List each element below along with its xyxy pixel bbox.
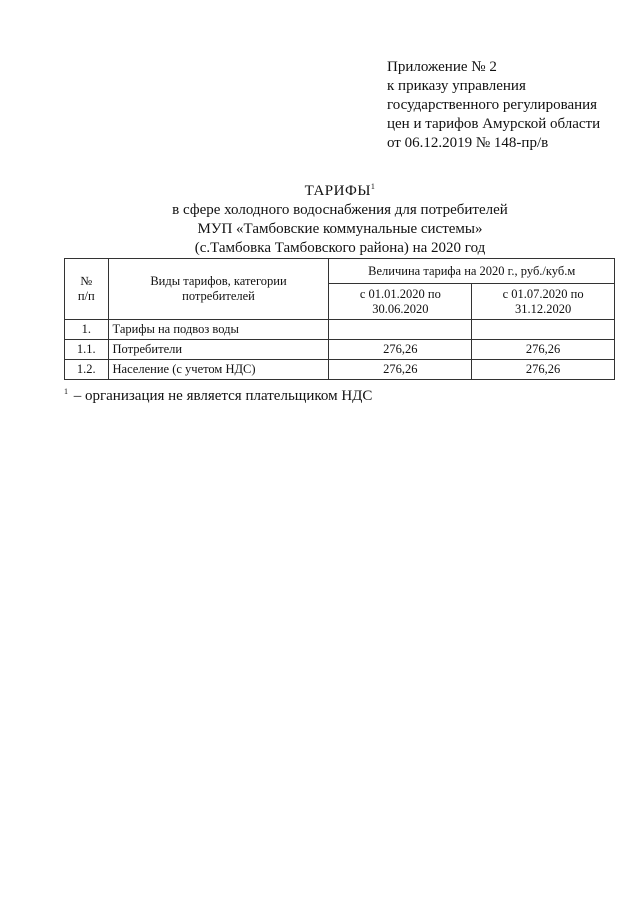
annex-line-3: государственного регулирования: [387, 97, 598, 113]
annex-line-5: от 06.12.2019 № 148-пр/в: [387, 135, 549, 151]
row-period-2-value: 276,26: [472, 340, 615, 360]
row-period-2-value: [472, 320, 615, 340]
footnote: [64, 387, 372, 405]
title-heading-line: [110, 182, 570, 201]
title-footnote-mark: 1: [370, 182, 376, 191]
annex-header: [387, 58, 600, 153]
row-name: Тарифы на подвоз воды: [108, 320, 329, 340]
annex-line-2: к приказу управления: [387, 78, 526, 94]
row-period-2-value: 276,26: [472, 360, 615, 380]
annex-line-1: Приложение № 2: [387, 59, 497, 75]
header-name: Виды тарифов, категории потребителей: [108, 259, 329, 320]
header-period-2: с 01.07.2020 по 31.12.2020: [472, 284, 615, 320]
row-period-1-value: [329, 320, 472, 340]
table-header-row-1: [65, 259, 615, 284]
document-title: [110, 182, 570, 258]
row-period-1-value: 276,26: [329, 360, 472, 380]
title-heading: ТАРИФЫ: [304, 183, 371, 199]
header-num: № п/п: [65, 259, 109, 320]
table-row: [65, 340, 615, 360]
row-name: Население (с учетом НДС): [108, 360, 329, 380]
row-num: 1.1.: [65, 340, 109, 360]
table-row: [65, 360, 615, 380]
row-name: Потребители: [108, 340, 329, 360]
title-line-2: МУП «Тамбовские коммунальные системы»: [197, 221, 483, 237]
table-row: [65, 320, 615, 340]
header-value-group: Величина тарифа на 2020 г., руб./куб.м: [329, 259, 615, 284]
tariff-table: [64, 258, 615, 380]
row-num: 1.2.: [65, 360, 109, 380]
footnote-mark: 1: [64, 387, 68, 396]
title-line-3: (с.Тамбовка Тамбовского района) на 2020 год: [194, 240, 486, 256]
title-line-1: в сфере холодного водоснабжения для потребителей: [172, 202, 508, 218]
row-period-1-value: 276,26: [329, 340, 472, 360]
footnote-text: – организация не является плательщиком НДС: [70, 388, 373, 404]
row-num: 1.: [65, 320, 109, 340]
header-period-1: с 01.01.2020 по 30.06.2020: [329, 284, 472, 320]
annex-line-4: цен и тарифов Амурской области: [387, 116, 601, 132]
